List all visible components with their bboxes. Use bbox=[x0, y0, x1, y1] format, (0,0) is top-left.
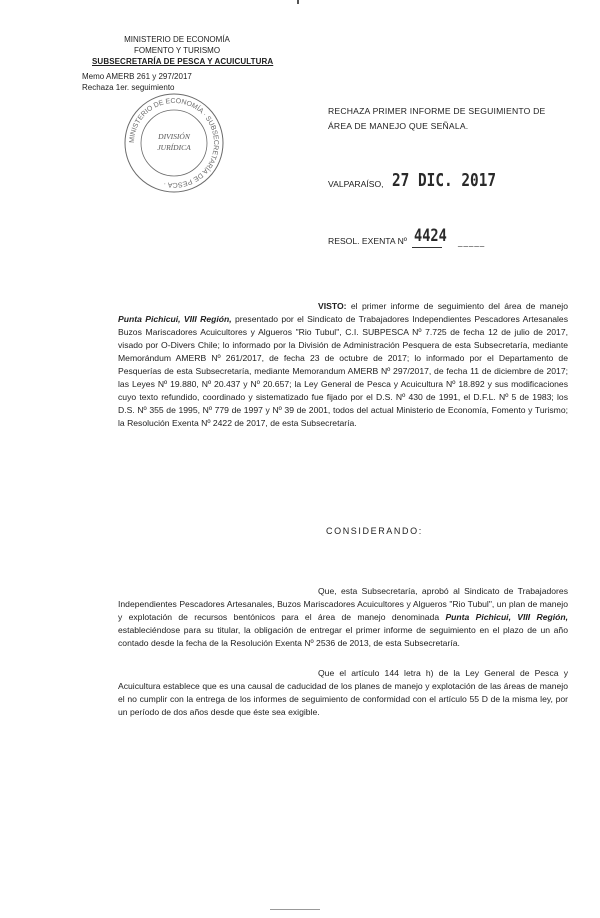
place-label: VALPARAÍSO, bbox=[328, 179, 384, 189]
stamp-ring-text: MINISTERIO DE ECONOMÍA · SUBSECRETARÍA DE PESCA · bbox=[128, 97, 220, 189]
scan-mark bbox=[297, 0, 299, 4]
resolution-number: 4424 bbox=[414, 226, 447, 246]
resolution-dashes: _____ bbox=[458, 238, 486, 247]
stamp-center-line2: JURÍDICA bbox=[157, 143, 191, 152]
considerando-paragraph-2 bbox=[118, 667, 568, 719]
considerando-p1-text-b: estableciéndose para su titular, la obligación de entregar el primer informe de seguimiento en el plazo de un año contado desde la fecha de la Resolución Exenta Nº 2536 de 2013, de esta Subsecretaría. bbox=[118, 625, 568, 648]
considerando-paragraph-1 bbox=[118, 585, 568, 650]
visto-area-name: Punta Pichicui, VIII Región, bbox=[118, 314, 232, 324]
visto-paragraph bbox=[118, 300, 568, 430]
resolution-underline bbox=[412, 247, 442, 248]
visto-text-1: el primer informe de seguimiento del área de manejo bbox=[346, 301, 568, 311]
memo-subject: Rechaza 1er. seguimiento bbox=[82, 83, 175, 92]
memo-line: Memo AMERB 261 y 297/2017 bbox=[82, 72, 192, 81]
official-stamp bbox=[122, 91, 226, 195]
subsecretaria-name: SUBSECRETARÍA DE PESCA Y ACUICULTURA bbox=[92, 57, 274, 66]
considerando-p1-area: Punta Pichicui, VIII Región, bbox=[445, 612, 568, 622]
stamp-center-line1: DIVISIÓN bbox=[158, 132, 190, 141]
resolution-label: RESOL. EXENTA Nº bbox=[328, 236, 407, 246]
ministry-subtitle: FOMENTO Y TURISMO bbox=[133, 46, 221, 55]
document-title: RECHAZA PRIMER INFORME DE SEGUIMIENTO DE ÁREA DE MANEJO QUE SEÑALA. bbox=[328, 106, 546, 131]
considerando-p1-text-a: Que, esta Subsecretaría, aprobó al Sindicato de Trabajadores Independientes Pescadores Artesanales, Buzos Mariscadores Acuicultores y Algueros "Rio Tubul", un plan de manejo y explotación de recursos bentónicos para el área de manejo denominada bbox=[118, 586, 568, 622]
considerando-p2-text: Que el artículo 144 letra h) de la Ley General de Pesca y Acuicultura establece que es una causal de caducidad de los planes de manejo y explotación de las áreas de manejo el no cumplir con la entrega de los informes de seguimiento de conformidad con el artículo 55 D de la misma ley, por un período de dos años desde que éste sea exigible. bbox=[118, 668, 568, 717]
letterhead bbox=[92, 34, 274, 67]
footer-rule bbox=[270, 909, 320, 910]
visto-label: VISTO: bbox=[318, 301, 347, 311]
considerando-heading: CONSIDERANDO: bbox=[326, 526, 423, 536]
document-date: 27 DIC. 2017 bbox=[392, 170, 497, 191]
memo-reference bbox=[82, 71, 192, 93]
visto-text-2: presentado por el Sindicato de Trabajadores Independientes Pescadores Artesanales Buzos Mariscadores Acuicultores y Algueros "Rio Tubul", C.I. SUBPESCA Nº 7.725 de fecha 12 de julio de 2017, visado por O-Divers Chile; lo informado por la División de Administración Pesquera de esta Subsecretaría, mediante Memorándum AMERB Nº 261/2017, de fecha 23 de octubre de 2017; lo informado por el Departamento de Pesquerías de esta Subsecretaría, mediante Memorandum AMERB Nº 297/2017, de fecha 11 de diciembre de 2017; las Leyes Nº 19.880, Nº 20.437 y Nº 20.657; la Ley General de Pesca y Acuicultura Nº 18.892 y sus modificaciones cuyo texto refundido, coordinado y sistematizado fue fijado por el D.S. Nº 430 de 1991, el D.F.L. Nº 5 de 1983; los D.S. Nº 355 de 1995, Nº 779 de 1997 y Nº 39 de 2001, todos del actual Ministerio de Economía, Fomento y Turismo; la Resolución Exenta Nº 2422 de 2017, de esta Subsecretaría. bbox=[118, 314, 568, 428]
ministry-name: MINISTERIO DE ECONOMÍA bbox=[124, 35, 230, 44]
